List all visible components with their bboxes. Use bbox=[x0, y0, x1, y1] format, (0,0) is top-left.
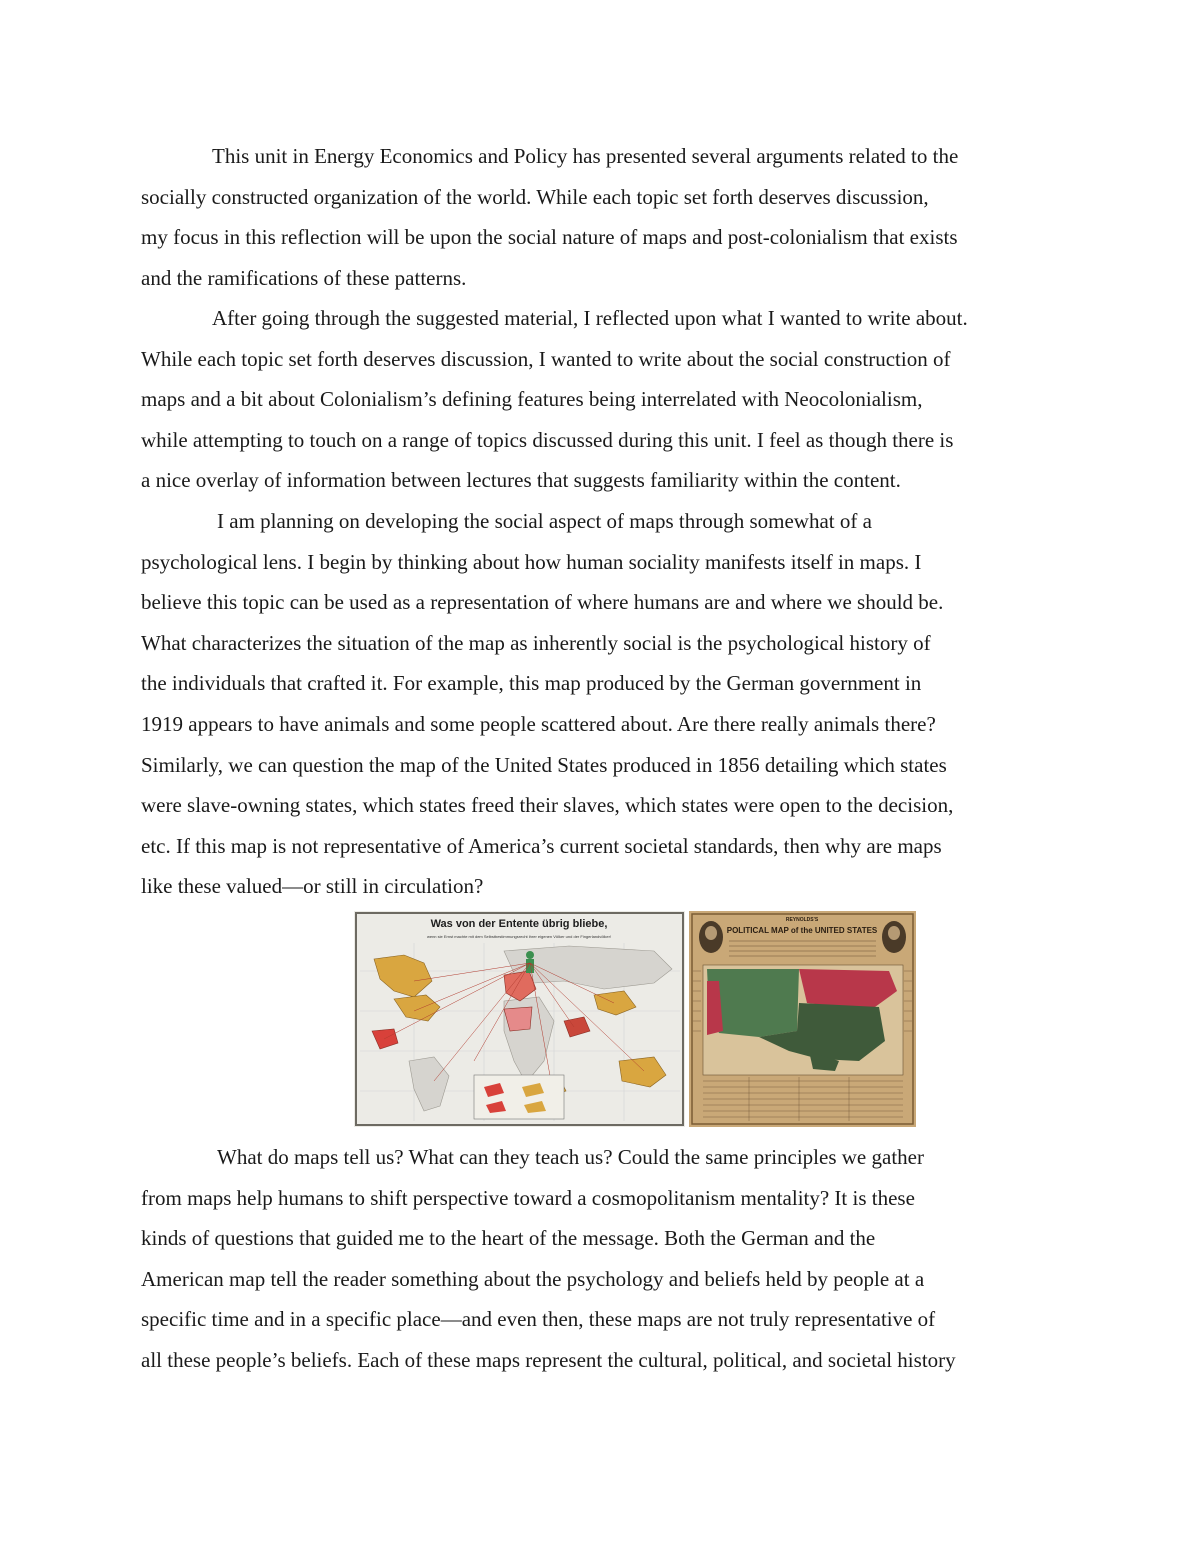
german-map-subtitle: wenn sie Ernst machte mit dem Selbstbestimmungsrecht ihrer eigenen Völker und der Fingerlandvölker! bbox=[426, 934, 612, 939]
paragraph-line: I am planning on developing the social aspect of maps through somewhat of a bbox=[217, 509, 872, 533]
paragraph-line: What do maps tell us? What can they teach us? Could the same principles we gather bbox=[217, 1145, 924, 1169]
paragraph-line: 1919 appears to have animals and some people scattered about. Are there really animals there? bbox=[141, 711, 936, 736]
paragraph-line: maps and a bit about Colonialism’s defining features being interrelated with Neocolonialism, bbox=[141, 387, 923, 412]
paragraph-line: my focus in this reflection will be upon the social nature of maps and post-colonialism that exists bbox=[141, 225, 958, 250]
paragraph-line: a nice overlay of information between lectures that suggests familiarity within the content. bbox=[141, 468, 901, 493]
paragraph-line: American map tell the reader something about the psychology and beliefs held by people at a bbox=[141, 1266, 925, 1291]
paragraph-line: all these people’s beliefs. Each of these maps represent the cultural, political, and societal history bbox=[141, 1347, 956, 1372]
paragraph-line: What characterizes the situation of the map as inherently social is the psychological history of bbox=[141, 630, 931, 655]
german-map-title: Was von der Entente übrig bliebe, bbox=[430, 918, 608, 930]
paragraph-4 bbox=[141, 1137, 1061, 1381]
paragraph-line: like these valued—or still in circulation? bbox=[141, 874, 484, 899]
paragraph-line: etc. If this map is not representative of America’s current societal standards, then why are maps bbox=[141, 833, 942, 858]
paragraph-line: kinds of questions that guided me to the heart of the message. Both the German and the bbox=[141, 1226, 876, 1251]
maps-figure bbox=[354, 911, 916, 1127]
paragraph-1 bbox=[141, 136, 1061, 298]
paragraph-line: were slave-owning states, which states freed their slaves, which states were open to the decision, bbox=[141, 793, 954, 818]
paragraph-line: and the ramifications of these patterns. bbox=[141, 265, 467, 290]
us-map-illustration bbox=[689, 911, 916, 1127]
paragraph-line: This unit in Energy Economics and Policy has presented several arguments related to the bbox=[212, 144, 959, 168]
paragraph-line: the individuals that crafted it. For example, this map produced by the German government in bbox=[141, 671, 922, 696]
paragraph-line: After going through the suggested material, I reflected upon what I wanted to write about. bbox=[212, 306, 968, 330]
paragraph-line: from maps help humans to shift perspective toward a cosmopolitanism mentality? It is these bbox=[141, 1185, 915, 1210]
us-1856-political-map-image bbox=[689, 911, 916, 1127]
paragraph-3 bbox=[141, 501, 1061, 907]
paragraph-line: While each topic set forth deserves discussion, I wanted to write about the social construction of bbox=[141, 346, 951, 371]
paragraph-line: while attempting to touch on a range of topics discussed during this unit. I feel as though there is bbox=[141, 427, 954, 452]
german-map-illustration bbox=[354, 911, 685, 1127]
paragraph-line: Similarly, we can question the map of the United States produced in 1856 detailing which states bbox=[141, 752, 947, 777]
german-1919-map-image bbox=[354, 911, 685, 1127]
paragraph-line: believe this topic can be used as a representation of where humans are and where we should be. bbox=[141, 590, 944, 615]
paragraph-line: psychological lens. I begin by thinking about how human sociality manifests itself in maps. I bbox=[141, 549, 922, 574]
paragraph-line: socially constructed organization of the world. While each topic set forth deserves discussion, bbox=[141, 184, 929, 209]
us-map-title: POLITICAL MAP of the UNITED STATES bbox=[726, 926, 878, 935]
paragraph-line: specific time and in a specific place—and even then, these maps are not truly representative of bbox=[141, 1307, 936, 1332]
paragraph-2 bbox=[141, 298, 1061, 501]
us-map-title-top: REYNOLDS'S bbox=[785, 917, 819, 923]
